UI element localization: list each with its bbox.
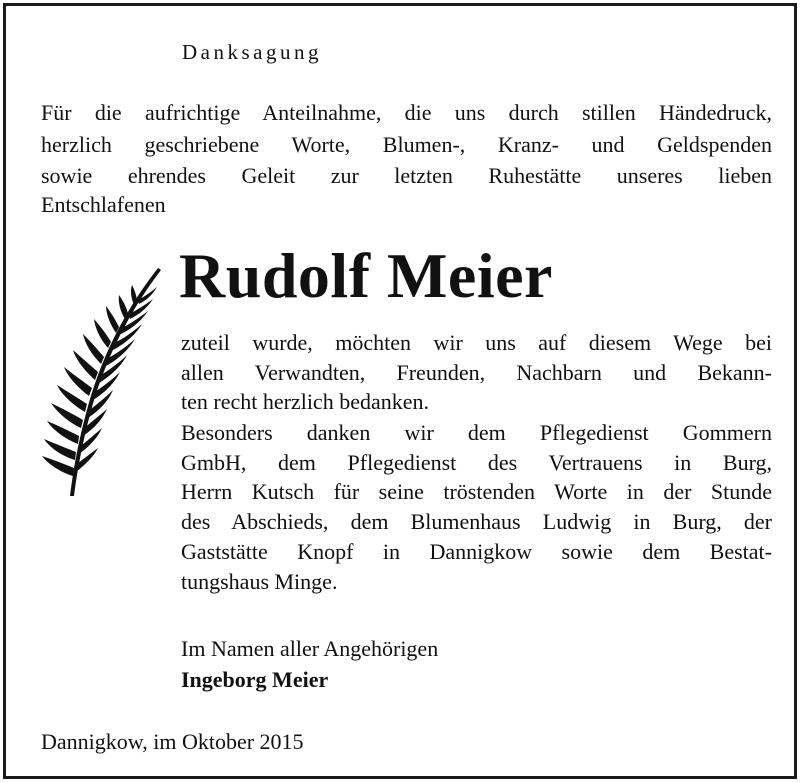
deceased-name: Rudolf Meier [179, 240, 553, 311]
body-line: ten recht herzlich bedanken. [181, 389, 429, 414]
intro-line: sowie ehrendes Geleit zur letzten Ruhestätte unseres lieben [41, 163, 772, 188]
notice-frame [3, 3, 797, 779]
body-line: Gaststätte Knopf in Dannigkow sowie dem Bestat- [181, 539, 772, 564]
intro-line: herzlich geschriebene Worte, Blumen-, Kranz- und Geldspenden [41, 132, 772, 157]
body-line: zuteil wurde, möchten wir uns auf diesem Wege bei [181, 330, 772, 355]
body-line: des Abschieds, dem Blumenhaus Ludwig in Burg, der [181, 509, 772, 534]
place-date: Dannigkow, im Oktober 2015 [41, 729, 304, 754]
body-line: tungshaus Minge. [181, 569, 338, 594]
body-line: Herrn Kutsch für seine tröstenden Worte in der Stunde [181, 479, 772, 504]
intro-line: Für die aufrichtige Anteilnahme, die uns durch stillen Händedruck, [41, 100, 772, 125]
closing-phrase: Im Namen aller Angehörigen [181, 636, 439, 661]
intro-line: Entschlafenen [41, 192, 166, 217]
notice-heading: Danksagung [182, 40, 322, 64]
signer-name: Ingeborg Meier [181, 667, 329, 692]
palm-frond-icon [40, 264, 162, 496]
body-line: GmbH, dem Pflegedienst des Vertrauens in Burg, [181, 450, 772, 475]
body-line: Besonders danken wir dem Pflegedienst Gommern [181, 420, 772, 445]
body-line: allen Verwandten, Freunden, Nachbarn und Bekann- [181, 360, 772, 385]
